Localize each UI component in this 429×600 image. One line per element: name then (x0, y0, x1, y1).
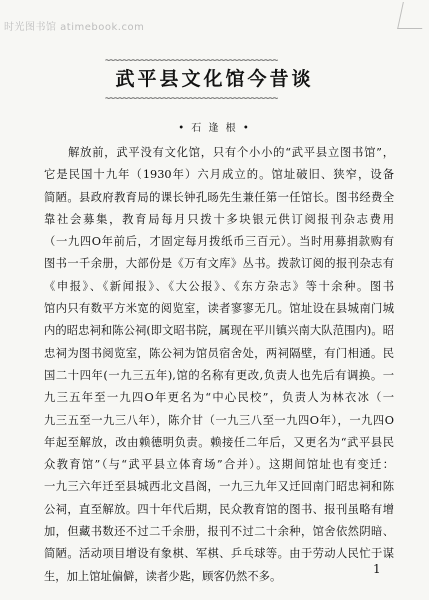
body-line: 靠社会募集，教育局每月只拨十多块银元供订阅报刊杂志费用 (44, 212, 394, 226)
body-line: 内的昭忠祠和陈公祠(即文昭书院，属现在平川镇兴南大队范围内)。昭 (44, 324, 394, 338)
page-title: 武平县文化馆今昔谈 (115, 68, 314, 90)
body-line: 解放前，武平没有文化馆，只有个小小的“武平县立图书馆”， (44, 146, 394, 159)
body-line: 它是民国十九年（1930年）六月成立的。馆址破旧、狭窄，设备 (44, 168, 394, 182)
body-line: 九三五年至一九四О年更名为“中心民校”，负责人为林衣冰（一 (44, 391, 394, 405)
body-line: 九三五至一九三八年），陈介甘（一九三八至一九四О年），一九四О (44, 413, 394, 427)
title-rule-top: ~~~~~~~~~~~~~~~~~~~~~~~~~~~~~~~~~~~~~~~ (105, 58, 278, 64)
body-line: 图书一千余册，大部份是《万有文库》丛书。拨款订阅的报刊杂志有 (44, 257, 394, 271)
body-line: 简陋。县政府教育局的课长钟孔旸先生兼任第一任馆长。图书经费全 (44, 190, 394, 204)
body-line: 众教育馆”（与“武平县立体育场”合并）。这期间馆址也有变迁： (44, 458, 394, 472)
body-line: 国二十四年(一九三五年),馆的名称有更改,负责人也先后有调换。一 (44, 368, 394, 382)
author-byline: • 石 逢 根 • (178, 123, 251, 134)
body-line: 忠祠为图书阅览室，陈公祠为馆员宿舍处，两祠隔壁，有门相通。民 (44, 346, 394, 360)
body-line: 加，但藏书数还不过二千余册，报刊不过二十余种，馆舍依然阴暗、 (44, 525, 394, 539)
body-line: （一九四О年前后，才固定每月拨纸币三百元）。当时用募捐款购有 (44, 235, 394, 249)
article-body (44, 142, 394, 588)
body-line: 生，加上馆址偏僻，读者少匙，顾客仍然不多。 (44, 569, 282, 583)
page-number: 1 (373, 562, 381, 576)
body-line: 馆内只有数平方米宽的阅览室，读者寥寥无几。馆址设在县城南门城 (44, 302, 394, 316)
watermark-text: 时光图书馆 atimebook.com (4, 22, 145, 33)
body-line: 《申报》、《新闻报》、《大公报》、《东方杂志》等十余种。图书 (44, 279, 394, 293)
title-rule-bottom: ~~~~~~~~~~~~~~~~~~~~~~~~~~~~~~~~~~~~~~~ (105, 96, 278, 102)
corner-fold-mark (397, 2, 428, 29)
body-line: 公祠，直至解放。四十年代后期，民众教育馆的图书、报刊虽略有增 (44, 502, 394, 516)
body-line: 一九三六年迁至县城西北文昌阁，一九三九年又迁回南门昭忠祠和陈 (44, 480, 394, 494)
body-line: 简陋。活动项目增设有象棋、军棋、乒乓球等。由于劳动人民忙于谋 (44, 547, 394, 561)
body-line: 年起至解放，改由赖德明负责。赖接任二年后，又更名为“武平县民 (44, 435, 394, 449)
